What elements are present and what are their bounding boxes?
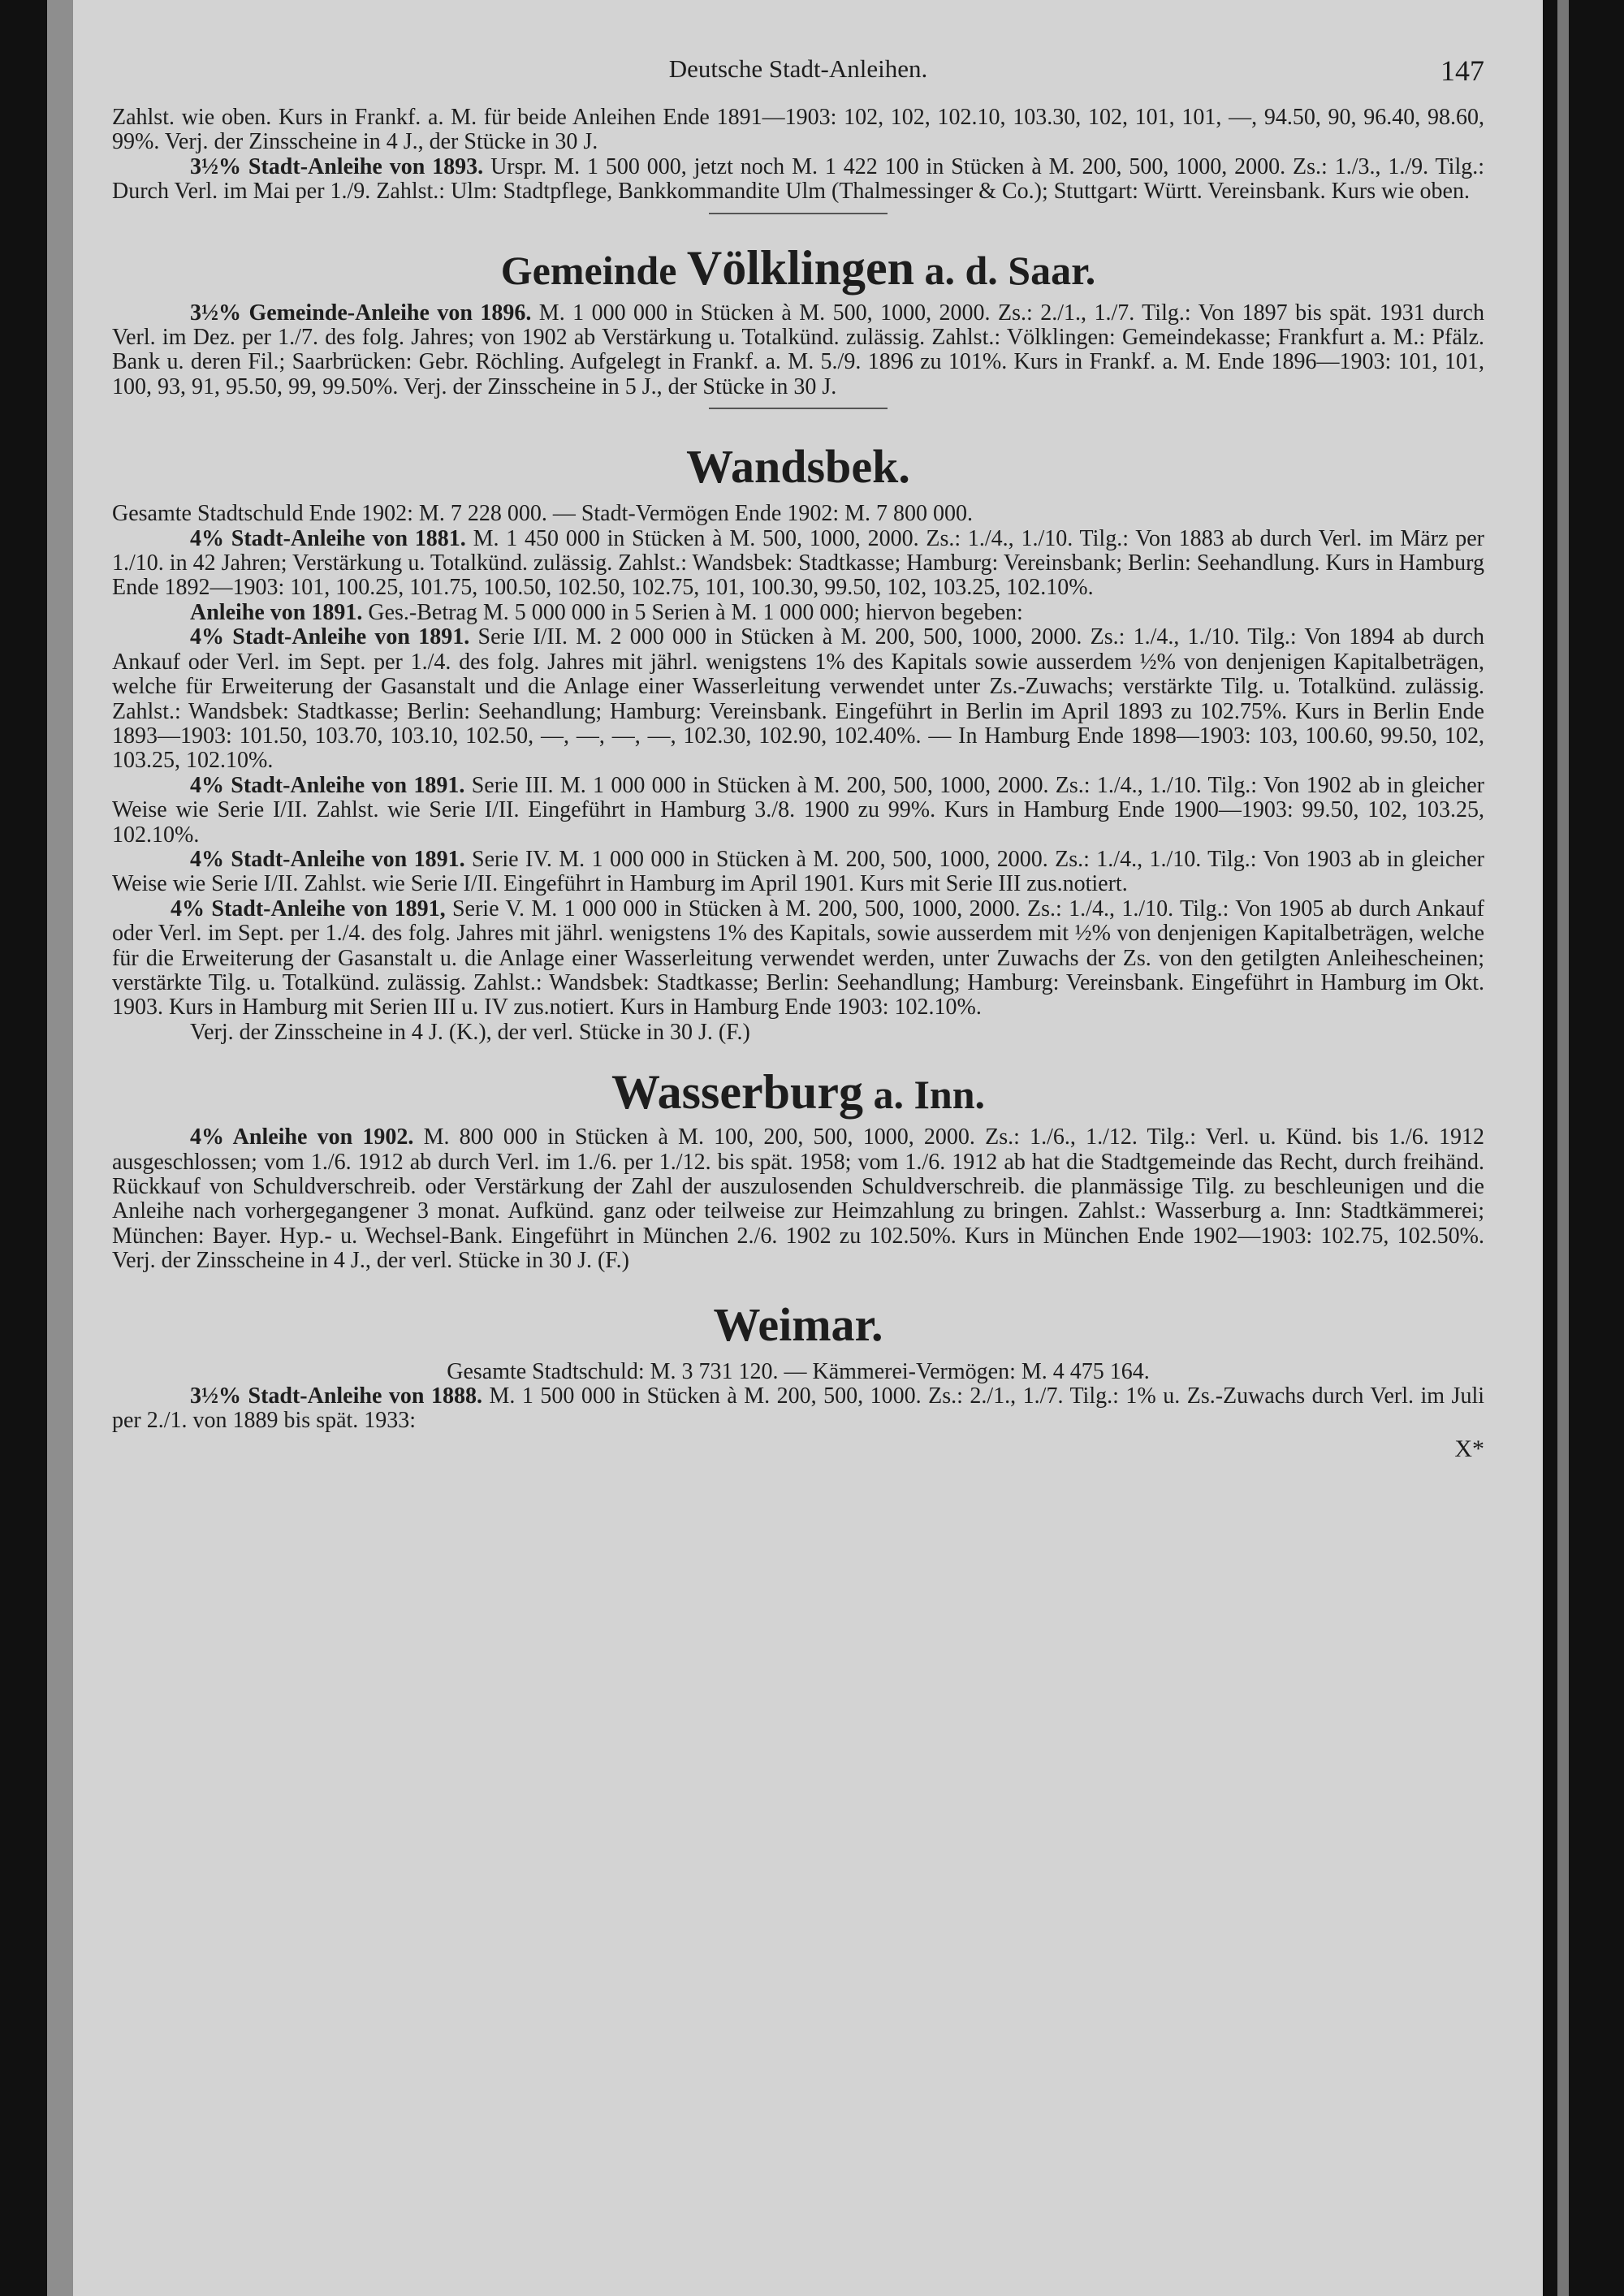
- weimar-summary: Gesamte Stadtschuld: M. 3 731 120. — Kämmerei-Vermögen: M. 4 475 164.: [447, 1358, 1150, 1384]
- loan-title: 3½% Stadt-Anleihe von 1888.: [190, 1383, 482, 1409]
- wandsbek-limitation-note: Verj. der Zinsscheine in 4 J. (K.), der verl. Stücke in 30 J. (F.): [190, 1019, 750, 1045]
- paragraph-text: M. 800 000 in Stücken à M. 100, 200, 500, 1000, 2000. Zs.: 1./6., 1./12. Tilg.: Verl. u. Künd. bis 1./6. 1912 ausgeschlossen; vom 1./6. 1912 ab durch Verl. im 1./6. per 1./12. bis spät. 1958; vom 1./6. 1912 ab hat die Stadtgemeinde das Recht, durch freihänd. Rückkauf von Schuldverschreib. oder Verstärkung der Zahl der auszulosenden Schuldverschreib. die planmässige Tilg. zu beschleunigen und die Anleihe nach vorhergegangener 3 monat. Aufkünd. ganz oder teilweise zur Heimzahlung zu bringen. Zahlst.: Wasserburg a. Inn: Stadtkämmerei; München: Bayer. Hyp.- u. Wechsel-Bank. Eingeführt in München 2./6. 1902 zu 102.50%. Kurs in München Ende 1902—1903: 102.75, 102.50%. Verj. der Zinsscheine in 4 J., der verl. Stücke in 30 J. (F.): [112, 1124, 1484, 1274]
- paragraph-text: Serie III. M. 1 000 000 in Stücken à M. 200, 500, 1000, 2000. Zs.: 1./4., 1./10. Tilg.: Von 1902 ab in gleicher Weise wie Serie I/II. Zahlst. wie Serie I/II. Eingeführt in Hamburg 3./8. 1900 zu 99%. Kurs in Hamburg Ende 1900—1903: 99.50, 102, 103.25, 102.10%.: [112, 772, 1485, 848]
- section-heading-wasserburg: [112, 1066, 1484, 1120]
- wandsbek-loan-1881-paragraph: [112, 527, 1484, 601]
- heading-prefix: Gemeinde: [500, 247, 687, 293]
- loan-title: 4% Anleihe von 1902.: [190, 1124, 414, 1150]
- page-header: [112, 54, 1484, 106]
- loan-title: 4% Stadt-Anleihe von 1881.: [190, 525, 466, 551]
- heading-suffix: a. d. Saar.: [914, 247, 1096, 293]
- loan-title: 4% Stadt-Anleihe von 1891.: [190, 772, 465, 798]
- wandsbek-loan-1891-series-5: [112, 897, 1484, 1021]
- section-divider: [709, 213, 888, 214]
- document-page: [73, 0, 1567, 2296]
- paragraph-text: M. 1 000 000 in Stücken à M. 500, 1000, 2000. Zs.: 2./1., 1./7. Tilg.: Von 1897 bis spät. 1931 durch Verl. im Dez. per 1./7. des folg. Jahres; von 1902 ab Verstärkung u. Totalkünd. zulässig. Zahlst.: Völklingen: Gemeindekasse; Frankfurt a. M.: Pfälz. Bank u. deren Fil.; Saarbrücken: Gebr. Röchling. Aufgelegt in Frankf. a. M. 5./9. 1896 zu 101%. Kurs in Frankf. a. M. Ende 1896—1903: 101, 101, 100, 93, 91, 95.50, 99, 99.50%. Verj. der Zinsscheine in 5 J., der Stücke in 30 J.: [112, 300, 1484, 399]
- ulm-continuation-paragraph: [112, 106, 1484, 155]
- wandsbek-summary: Gesamte Stadtschuld Ende 1902: M. 7 228 000. — Stadt-Vermögen Ende 1902: M. 7 800 000.: [112, 501, 973, 527]
- heading-town: Völklingen: [686, 240, 914, 295]
- paragraph-text: Serie IV. M. 1 000 000 in Stücken à M. 200, 500, 1000, 2000. Zs.: 1./4., 1./10. Tilg.: Von 1903 ab in gleicher Weise wie Serie I/II. Zahlst. wie Serie I/II. Eingeführt in Hamburg im April 1901. Kurs mit Serie III zus.notiert.: [112, 846, 1484, 897]
- weimar-loan-1888-paragraph: [112, 1384, 1484, 1434]
- paragraph-text: Serie I/II. M. 2 000 000 in Stücken à M. 200, 500, 1000, 2000. Zs.: 1./4., 1./10. Tilg.: Von 1894 ab durch Ankauf oder Verl. im Sept. per 1./4. des folg. Jahres mit jährl. wenigstens 1% des Kapitals sowie ausserdem ½% von denjenigen Kapitalbeträgen, welche für Erweiterung der Gasanstalt und die Anlage einer Wasserleitung verwendet unter Zs.-Zuwachs; verstärkte Tilg. u. Totalkünd. zulässig. Zahlst.: Wandsbek: Stadtkasse; Berlin: Seehandlung; Hamburg: Vereinsbank. Eingeführt in Berlin im April 1893 zu 102.75%. Kurs in Berlin Ende 1893—1903: 101.50, 103.70, 103.10, 102.50, —, —, —, —, 102.30, 102.90, 102.40%. — In Hamburg Ende 1898—1903: 103, 100.60, 99.50, 102, 103.25, 102.10%.: [112, 624, 1484, 774]
- scan-right-border: [1543, 0, 1624, 2296]
- loan-title: 4% Stadt-Anleihe von 1891.: [190, 846, 465, 872]
- paragraph-text: M. 1 500 000 in Stücken à M. 200, 500, 1000. Zs.: 2./1., 1./7. Tilg.: 1% u. Zs.-Zuwachs durch Verl. im Juli per 2./1. von 1889 bis spät. 1933:: [112, 1383, 1485, 1434]
- wasserburg-loan-paragraph: [112, 1125, 1484, 1273]
- paragraph-text: Zahlst. wie oben. Kurs in Frankf. a. M. für beide Anleihen Ende 1891—1903: 102, 102, 102.10, 103.30, 102, 101, 101, —, 94.50, 90, 96.40, 98.60, 99%. Verj. der Zinsscheine in 4 J., der Stücke in 30 J.: [112, 105, 1484, 155]
- wandsbek-loan-1891-series-4: [112, 848, 1484, 897]
- section-heading-wandsbek: Wandsbek.: [686, 440, 910, 494]
- page-content: [112, 54, 1485, 1462]
- voelklingen-loan-paragraph: [112, 301, 1484, 400]
- loan-title: Anleihe von 1891.: [190, 599, 363, 625]
- loan-title: 4% Stadt-Anleihe von 1891,: [171, 896, 446, 921]
- scan-left-border: [0, 0, 47, 2296]
- paragraph-text: Urspr. M. 1 500 000, jetzt noch M. 1 422 100 in Stücken à M. 200, 500, 1000, 2000. Zs.: 1./3., 1./9. Tilg.: Durch Verl. im Mai per 1./9. Zahlst.: Ulm: Stadtpflege, Bankkommandite Ulm (Thalmessinger & Co.); Stuttgart: Württ. Vereinsbank. Kurs wie oben.: [112, 153, 1485, 205]
- wandsbek-loan-1891-series-1-2: [112, 625, 1484, 773]
- wandsbek-loan-1891-series-3: [112, 774, 1484, 848]
- loan-title: 3½% Gemeinde-Anleihe von 1896.: [190, 300, 532, 326]
- loan-title: 4% Stadt-Anleihe von 1891.: [190, 624, 470, 650]
- scan-binding-stripe: [1557, 0, 1569, 2296]
- page-number: 147: [1440, 54, 1484, 87]
- heading-town: Wasserburg: [611, 1065, 863, 1120]
- paragraph-text: M. 1 450 000 in Stücken à M. 500, 1000, 2000. Zs.: 1./4., 1./10. Tilg.: Von 1883 ab durch Verl. im März per 1./10. in 42 Jahren; Verstärkung u. Totalkünd. zulässig. Zahlst.: Wandsbek: Stadtkasse; Hamburg: Vereinsbank; Berlin: Seehandlung. Kurs in Hamburg Ende 1892—1903: 101, 100.25, 101.75, 100.50, 102.50, 102.75, 101, 100.30, 99.50, 102, 103.25, 102.10%.: [112, 525, 1485, 601]
- section-divider: [709, 408, 888, 409]
- section-heading-voelklingen: [112, 242, 1484, 296]
- wandsbek-loan-1891-intro: [112, 601, 1484, 625]
- paragraph-text: Ges.-Betrag M. 5 000 000 in 5 Serien à M. 1 000 000; hiervon begeben:: [362, 599, 1023, 625]
- ulm-loan-1893-paragraph: [112, 155, 1484, 205]
- running-title: Deutsche Stadt-Anleihen.: [668, 54, 928, 83]
- loan-title: 3½% Stadt-Anleihe von 1893.: [190, 153, 484, 179]
- heading-suffix: a. Inn.: [862, 1072, 986, 1118]
- signature-mark: X*: [1454, 1435, 1484, 1462]
- section-heading-weimar: Weimar.: [713, 1297, 883, 1351]
- paragraph-text: Serie V. M. 1 000 000 in Stücken à M. 200, 500, 1000, 2000. Zs.: 1./4., 1./10. Tilg.: Von 1905 ab durch Ankauf oder Verl. im Sept. per 1./4. des folg. Jahres mit jährl. wenigstens 1% des Kapitals, sowie ausserdem mit ½% von denjenigen Kapitalbeträgen, welche für die Erweiterung der Gasanstalt u. die Anlage einer Wasserleitung verwendet werden, unter Zuwachs der Zs. von den getilgten Anleihescheinen; verstärkte Tilg. u. Totalkünd. zulässig. Zahlst.: Wandsbek: Stadtkasse; Berlin: Seehandlung; Hamburg: Vereinsbank. Eingeführt in Hamburg im Okt. 1903. Kurs in Hamburg mit Serien III u. IV zus.notiert. Kurs in Hamburg Ende 1903: 102.10%.: [112, 896, 1484, 1021]
